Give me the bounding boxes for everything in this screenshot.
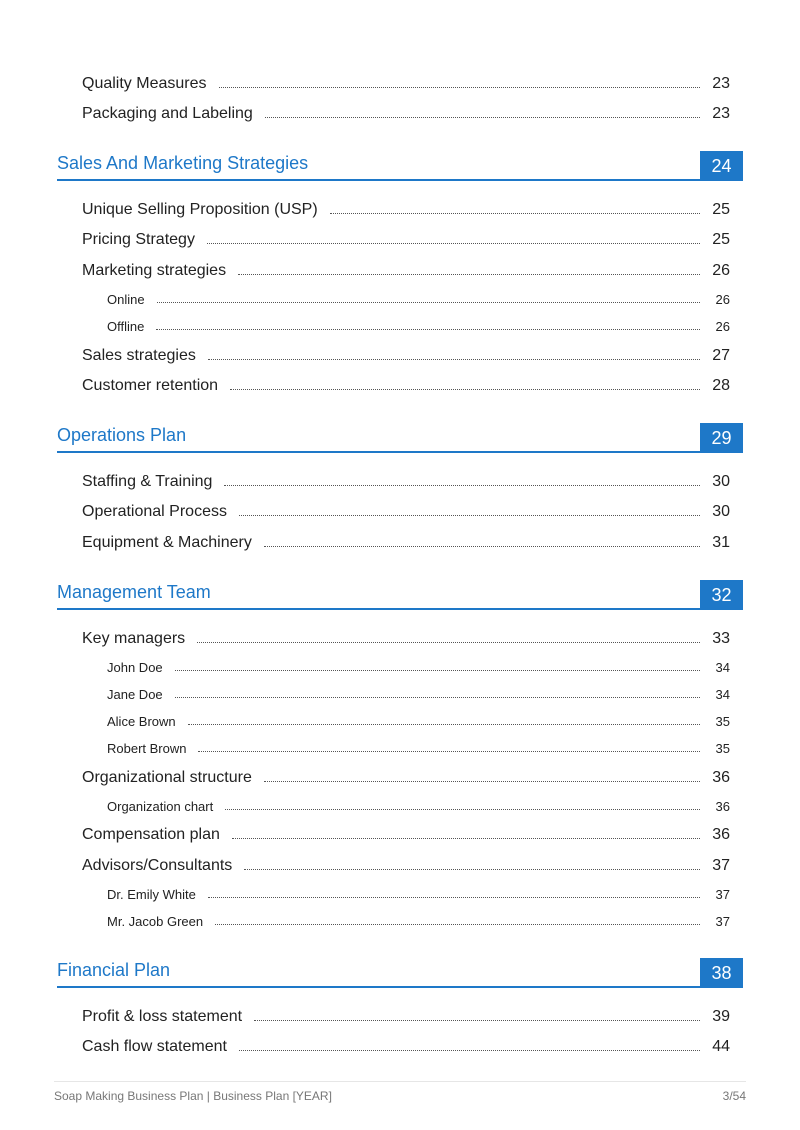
toc-subentry-robert-brown[interactable] bbox=[107, 738, 742, 756]
toc-entry-label: Quality Measures bbox=[82, 75, 207, 92]
toc-entry-label: Advisors/Consultants bbox=[82, 857, 233, 874]
toc-entry-packaging-labeling[interactable] bbox=[82, 101, 742, 123]
toc-entry-key-managers[interactable] bbox=[82, 626, 742, 648]
dot-leader bbox=[188, 724, 700, 725]
toc-entry-label: Compensation plan bbox=[82, 826, 220, 843]
toc-entry-page: 37 bbox=[715, 887, 730, 902]
dot-leader bbox=[244, 869, 700, 870]
toc-entry-label: Offline bbox=[107, 319, 145, 334]
toc-entry-page: 35 bbox=[715, 741, 730, 756]
dot-leader bbox=[156, 329, 700, 330]
toc-entry-label: Jane Doe bbox=[107, 687, 163, 702]
dot-leader bbox=[215, 924, 700, 925]
toc-entry-sales-strategies[interactable] bbox=[82, 343, 742, 365]
toc-subentry-john-doe[interactable] bbox=[107, 657, 742, 675]
dot-leader bbox=[175, 670, 700, 671]
toc-subentry-emily-white[interactable] bbox=[107, 884, 742, 902]
toc-entry-organizational-structure[interactable] bbox=[82, 765, 742, 787]
toc-entry-label: Key managers bbox=[82, 630, 186, 647]
toc-entry-marketing-strategies[interactable] bbox=[82, 258, 742, 280]
toc-subentry-organization-chart[interactable] bbox=[107, 796, 742, 814]
dot-leader bbox=[198, 751, 700, 752]
toc-entry-quality-measures[interactable] bbox=[82, 71, 742, 93]
section-title: Sales And Marketing Strategies bbox=[57, 153, 309, 173]
toc-entry-page: 30 bbox=[712, 473, 730, 490]
toc-entry-page: 23 bbox=[712, 75, 730, 92]
toc-entry-page: 36 bbox=[715, 799, 730, 814]
toc-entry-label: Organization chart bbox=[107, 799, 214, 814]
section-page-badge: 24 bbox=[700, 151, 743, 181]
toc-section-operations-plan[interactable] bbox=[57, 423, 743, 453]
toc-entry-label: Unique Selling Proposition (USP) bbox=[82, 201, 318, 218]
toc-section-management-team[interactable] bbox=[57, 580, 743, 610]
dot-leader bbox=[230, 389, 700, 390]
dot-leader bbox=[157, 302, 700, 303]
toc-entry-page: 30 bbox=[712, 503, 730, 520]
toc-entry-page: 37 bbox=[715, 914, 730, 929]
toc-subentry-jacob-green[interactable] bbox=[107, 911, 742, 929]
toc-entry-equipment-machinery[interactable] bbox=[82, 530, 742, 552]
toc-entry-page: 39 bbox=[712, 1008, 730, 1025]
toc-entry-usp[interactable] bbox=[82, 197, 742, 219]
dot-leader bbox=[197, 642, 700, 643]
dot-leader bbox=[238, 274, 700, 275]
section-title: Operations Plan bbox=[57, 425, 187, 445]
toc-entry-label: John Doe bbox=[107, 660, 163, 675]
toc-entry-label: Equipment & Machinery bbox=[82, 534, 252, 551]
toc-entry-page: 36 bbox=[712, 769, 730, 786]
toc-entry-compensation-plan[interactable] bbox=[82, 822, 742, 844]
toc-entry-label: Packaging and Labeling bbox=[82, 105, 253, 122]
toc-entry-label: Pricing Strategy bbox=[82, 231, 195, 248]
dot-leader bbox=[175, 697, 700, 698]
toc-entry-page: 26 bbox=[712, 262, 730, 279]
dot-leader bbox=[265, 117, 700, 118]
toc-entry-cash-flow[interactable] bbox=[82, 1034, 742, 1056]
toc-entry-page: 27 bbox=[712, 347, 730, 364]
dot-leader bbox=[232, 838, 700, 839]
toc-entry-label: Profit & loss statement bbox=[82, 1008, 243, 1025]
dot-leader bbox=[239, 515, 700, 516]
toc-subentry-alice-brown[interactable] bbox=[107, 711, 742, 729]
toc-entry-page: 28 bbox=[712, 377, 730, 394]
footer-document-title: Soap Making Business Plan | Business Plan [YEAR] bbox=[54, 1089, 332, 1103]
toc-entry-page: 31 bbox=[712, 534, 730, 551]
dot-leader bbox=[225, 809, 700, 810]
toc-entry-label: Sales strategies bbox=[82, 347, 196, 364]
toc-entry-profit-loss[interactable] bbox=[82, 1004, 742, 1026]
section-title: Financial Plan bbox=[57, 960, 171, 980]
toc-entry-label: Staffing & Training bbox=[82, 473, 213, 490]
dot-leader bbox=[208, 359, 700, 360]
page-footer bbox=[54, 1081, 746, 1103]
toc-entry-label: Robert Brown bbox=[107, 741, 187, 756]
section-title: Management Team bbox=[57, 582, 211, 602]
toc-entry-label: Cash flow statement bbox=[82, 1038, 227, 1055]
toc-section-sales-marketing[interactable] bbox=[57, 151, 743, 181]
toc-entry-advisors-consultants[interactable] bbox=[82, 853, 742, 875]
toc-entry-page: 37 bbox=[712, 857, 730, 874]
toc-entry-page: 25 bbox=[712, 201, 730, 218]
dot-leader bbox=[254, 1020, 700, 1021]
dot-leader bbox=[264, 546, 700, 547]
toc-entry-label: Organizational structure bbox=[82, 769, 252, 786]
toc-entry-page: 34 bbox=[715, 660, 730, 675]
toc-entry-label: Online bbox=[107, 292, 145, 307]
toc-entry-page: 44 bbox=[712, 1038, 730, 1055]
dot-leader bbox=[239, 1050, 700, 1051]
toc-subentry-online[interactable] bbox=[107, 289, 742, 307]
toc-entry-label: Mr. Jacob Green bbox=[107, 914, 204, 929]
toc-subentry-jane-doe[interactable] bbox=[107, 684, 742, 702]
toc-entry-operational-process[interactable] bbox=[82, 499, 742, 521]
toc-entry-page: 35 bbox=[715, 714, 730, 729]
toc-entry-page: 33 bbox=[712, 630, 730, 647]
section-page-badge: 38 bbox=[700, 958, 743, 988]
dot-leader bbox=[208, 897, 700, 898]
toc-entry-pricing-strategy[interactable] bbox=[82, 227, 742, 249]
dot-leader bbox=[219, 87, 701, 88]
toc-entry-label: Dr. Emily White bbox=[107, 887, 196, 902]
toc-subentry-offline[interactable] bbox=[107, 316, 742, 334]
toc-entry-page: 36 bbox=[712, 826, 730, 843]
dot-leader bbox=[330, 213, 700, 214]
toc-entry-label: Marketing strategies bbox=[82, 262, 227, 279]
dot-leader bbox=[207, 243, 700, 244]
toc-entry-page: 26 bbox=[715, 319, 730, 334]
toc-entry-customer-retention[interactable] bbox=[82, 373, 742, 395]
toc-entry-label: Customer retention bbox=[82, 377, 219, 394]
toc-entry-page: 25 bbox=[712, 231, 730, 248]
toc-entry-page: 23 bbox=[712, 105, 730, 122]
toc-entry-page: 34 bbox=[715, 687, 730, 702]
toc-section-financial-plan[interactable] bbox=[57, 958, 743, 988]
dot-leader bbox=[264, 781, 700, 782]
dot-leader bbox=[224, 485, 700, 486]
toc-entry-page: 26 bbox=[715, 292, 730, 307]
toc-entry-label: Operational Process bbox=[82, 503, 227, 520]
toc-entry-staffing-training[interactable] bbox=[82, 469, 742, 491]
footer-page-number: 3/54 bbox=[722, 1089, 746, 1103]
toc-entry-label: Alice Brown bbox=[107, 714, 176, 729]
section-page-badge: 29 bbox=[700, 423, 743, 453]
section-page-badge: 32 bbox=[700, 580, 743, 610]
